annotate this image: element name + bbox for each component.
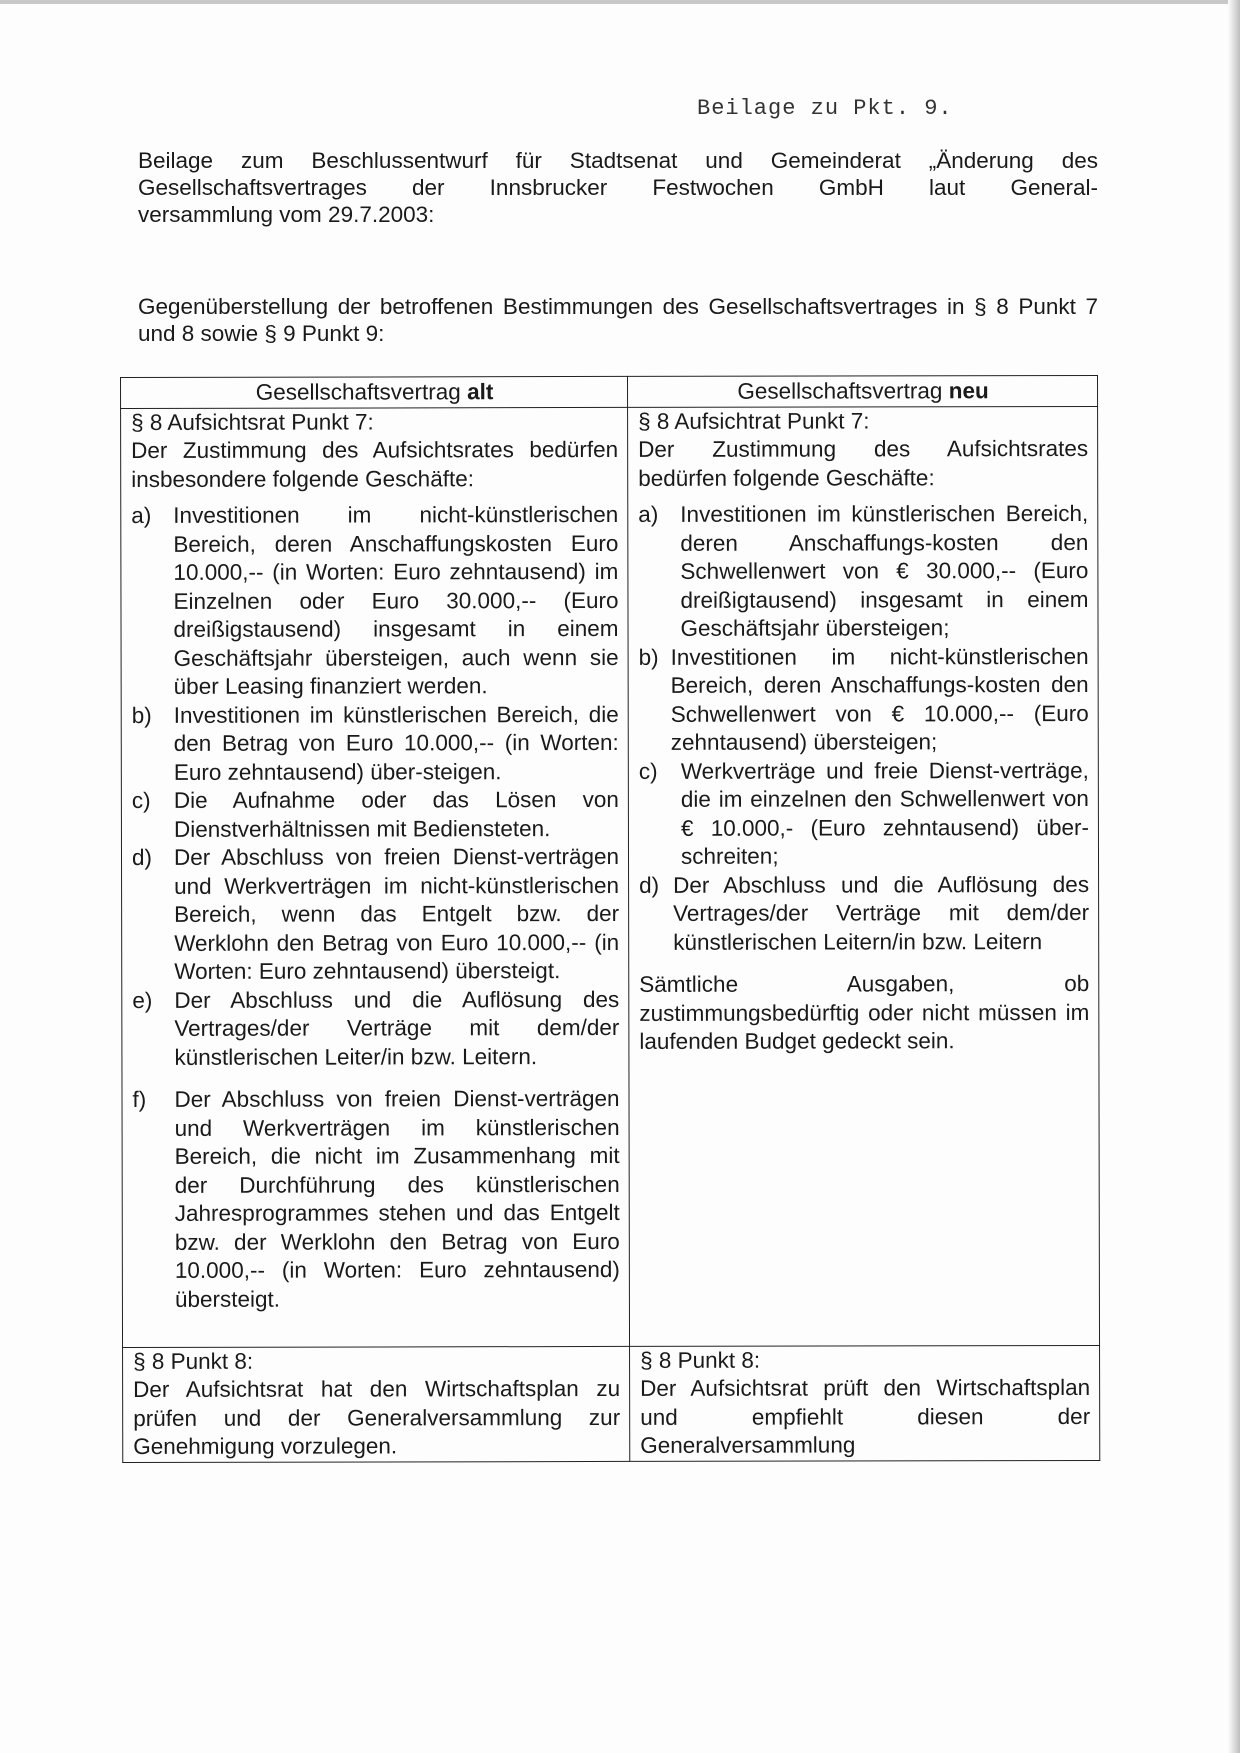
list-item: [132, 700, 619, 787]
list-item-text: Investitionen im nicht-künstlerischen Bereich, deren Anschaffungskosten Euro 10.000,-- (in Worten: Euro zehntausend) im Einzelnen oder Euro 30.000,-- (Euro dreißigstausend) insgesamt in einem Geschäftsjahr übersteigen, auch wenn sie über Leasing finanziert werden.: [173, 501, 619, 699]
header-new-bold: neu: [948, 378, 989, 404]
intro-line-1: Beilage zum Beschlussentwurf für Stadtsenat und Gemeinderat „Änderung des Gesellschaftsvertrages der Innsbrucker Festwochen GmbH laut General-: [138, 148, 1098, 200]
cell-old-punkt7: [121, 407, 630, 1347]
header-new: [627, 375, 1097, 406]
old-punkt7-title: § 8 Aufsichtsrat Punkt 7:: [131, 408, 374, 435]
new-punkt7-title: § 8 Aufsichtrat Punkt 7:: [638, 407, 870, 434]
list-item: [132, 786, 619, 844]
header-old: [121, 376, 628, 408]
list-item: [132, 985, 619, 1072]
list-item-label: e): [132, 987, 153, 1013]
intro-line-2: versammlung vom 29.7.2003:: [138, 202, 435, 227]
list-item: [639, 642, 1089, 757]
new-punkt8-title: § 8 Punkt 8:: [640, 1347, 761, 1373]
list-item-label: c): [638, 758, 658, 784]
old-punkt8-title: § 8 Punkt 8:: [133, 1348, 254, 1374]
list-item-label: f): [132, 1086, 147, 1112]
attachment-stamp: Beilage zu Pkt. 9.: [697, 96, 953, 121]
header-old-prefix: Gesellschaftsvertrag: [255, 379, 468, 405]
list-item-label: d): [131, 844, 153, 870]
comparison-intro: Gegenüberstellung der betroffenen Bestimmungen des Gesellschaftsvertrages in § 8 Punkt 7 und 8 sowie § 9 Punkt 9:: [138, 294, 1098, 346]
list-item: [639, 756, 1089, 871]
list-item-text: Investitionen im nicht-künstlerischen Bereich, deren Anschaffungs-kosten den Schwellenwert von € 10.000,-- (Euro zehntausend) übersteigen;: [670, 643, 1089, 755]
scan-edge-top: [0, 0, 1240, 4]
list-item-text: Der Abschluss von freien Dienst-verträgen und Werkverträgen im künstlerischen Bereich, die nicht im Zusammenhang mit der Durchführung des künstlerischen Jahresprogrammes stehen und das Entgelt bzw. der Werklohn den Betrag von Euro 10.000,-- (in Worten: Euro zehntausend) übersteigt.: [174, 1085, 620, 1312]
list-item-text: Investitionen im künstlerischen Bereich, die den Betrag von Euro 10.000,-- (in Worten: Euro zehntausend) über-steigen.: [173, 701, 619, 785]
cell-old-punkt8: [123, 1346, 630, 1462]
list-item-text: Der Abschluss und die Auflösung des Vertrages/der Verträge mit dem/der künstlerischen Leiter/in bzw. Leitern.: [174, 986, 620, 1070]
list-item: [132, 843, 619, 987]
list-item: [638, 500, 1088, 643]
list-item-label: b): [638, 644, 659, 670]
list-item-label: c): [131, 787, 151, 813]
comparison-table: [120, 375, 1100, 1463]
list-item-text: Der Abschluss und die Auflösung des Vertrages/der Verträge mit dem/der künstlerischen Leitern/in bzw. Leitern: [673, 871, 1090, 955]
list-item-text: Der Abschluss von freien Dienst-verträgen und Werkverträgen im nicht-künstlerischen Bereich, wenn das Entgelt bzw. der Werklohn den Betrag von Euro 10.000,-- (in Worten: Euro zehntausend) übersteigt.: [173, 843, 620, 984]
list-item-label: a): [131, 502, 152, 528]
list-item-text: Investitionen im künstlerischen Bereich, deren Anschaffungs-kosten den Schwellenwert von € 30.000,-- (Euro dreißigtausend) insgesamt in einem Geschäftsjahr übersteigen;: [680, 500, 1089, 641]
list-item-text: Die Aufnahme oder das Lösen von Dienstverhältnissen mit Bediensteten.: [173, 786, 619, 842]
table-row: [121, 406, 1100, 1347]
intro-paragraph: [138, 147, 1098, 228]
old-punkt7-intro: Der Zustimmung des Aufsichtsrates bedürfen insbesondere folgende Geschäfte:: [131, 436, 619, 492]
header-old-bold: alt: [467, 379, 494, 405]
list-item-label: a): [638, 501, 659, 527]
new-punkt7-intro: Der Zustimmung des Aufsichtsrates bedürfen folgende Geschäfte:: [638, 435, 1089, 491]
list-item-text: Werkverträge und freie Dienst-verträge, die im einzelnen den Schwellenwert von € 10.000,- (Euro zehntausend) über-schreiten;: [680, 757, 1089, 869]
cell-new-punkt7: [628, 406, 1100, 1346]
list-item-label: d): [639, 872, 660, 898]
list-item-label: b): [131, 702, 152, 728]
new-punkt8-text: Der Aufsichtsrat prüft den Wirtschaftsplan und empfiehlt diesen der Generalversammlung: [640, 1374, 1091, 1458]
list-item: [639, 870, 1089, 956]
list-item: [131, 501, 618, 702]
table-header-row: [121, 375, 1098, 408]
scan-edge-right: [1228, 0, 1240, 1753]
cell-new-punkt8: [630, 1345, 1100, 1461]
list-item: [132, 1085, 619, 1314]
header-new-prefix: Gesellschaftsvertrag: [737, 378, 949, 404]
old-punkt8-text: Der Aufsichtsrat hat den Wirtschaftsplan zu prüfen und der Generalversammlung zur Genehmigung vorzulegen.: [133, 1375, 621, 1459]
new-punkt7-closing: Sämtliche Ausgaben, ob zustimmungsbedürftig oder nicht müssen im laufenden Budget gedeckt sein.: [639, 970, 1090, 1054]
table-row: [123, 1345, 1100, 1462]
